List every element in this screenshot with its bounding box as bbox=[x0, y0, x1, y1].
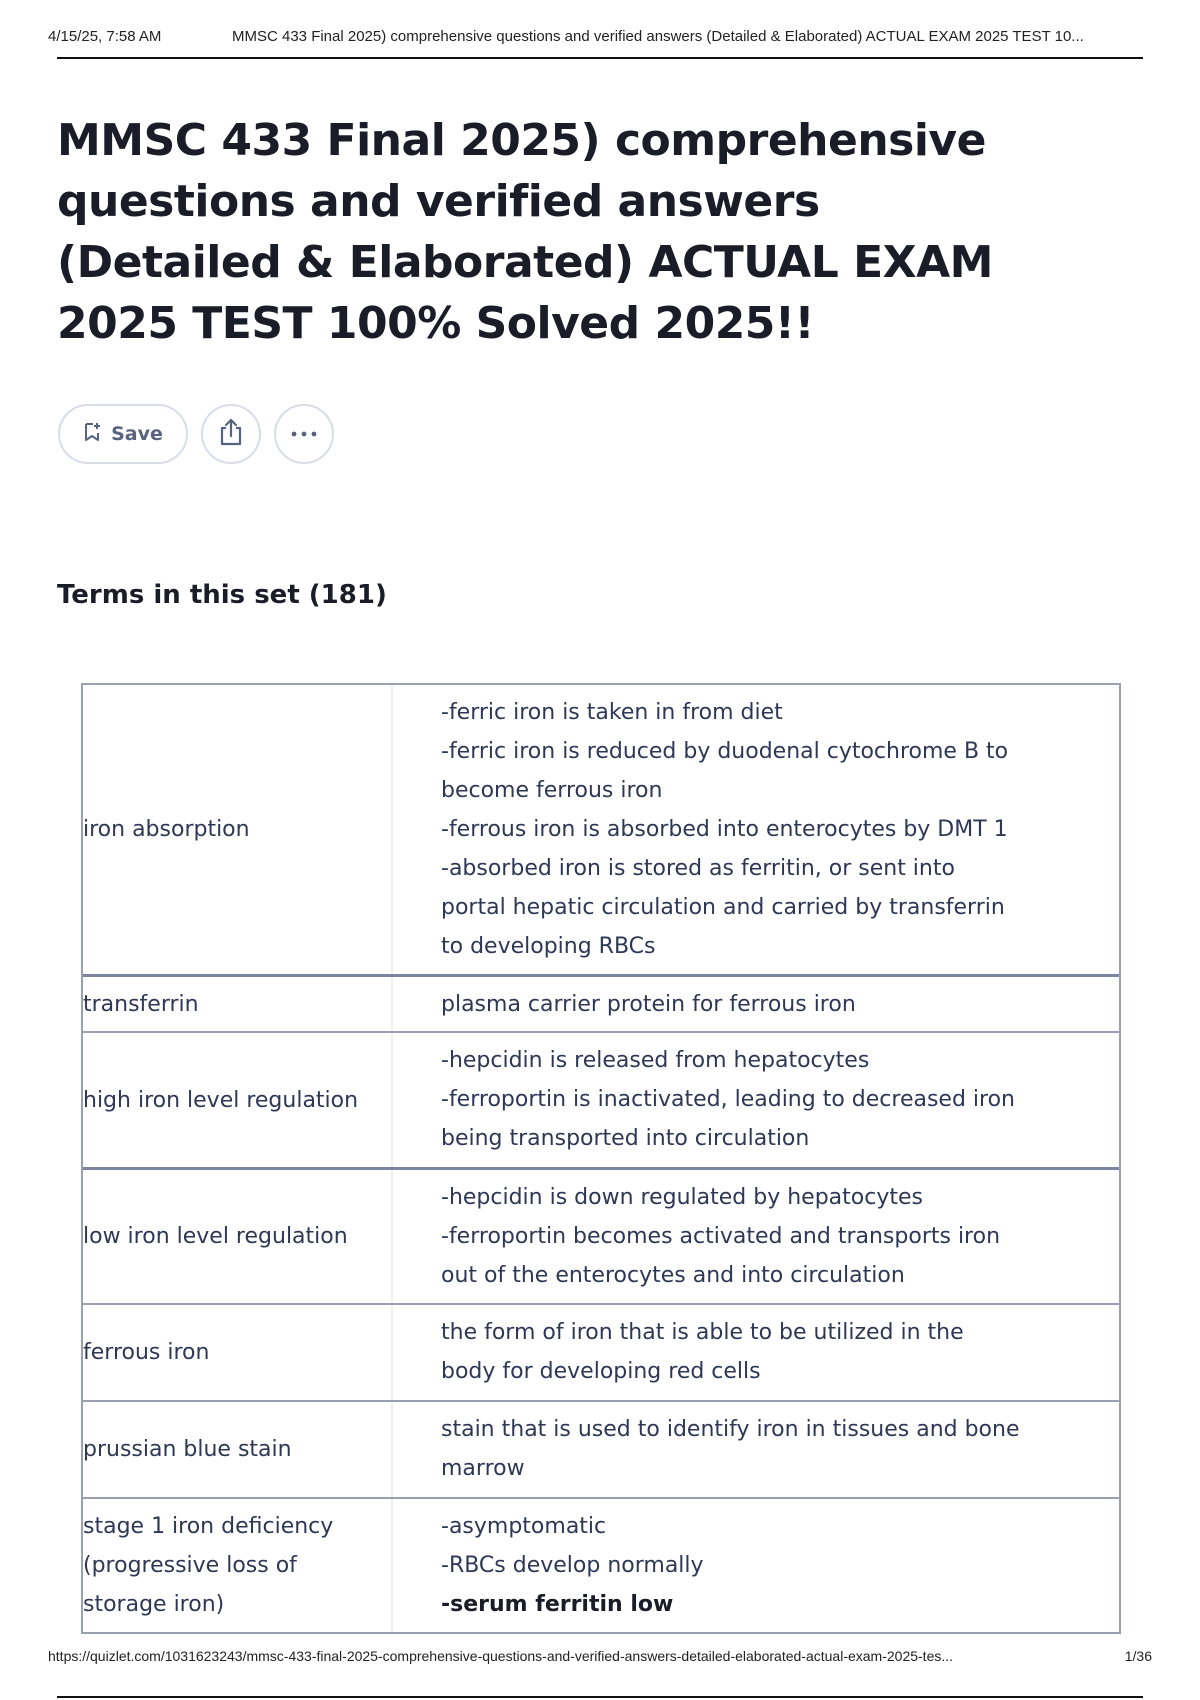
definition-line: body for developing red cells bbox=[441, 1359, 761, 1384]
save-label: Save bbox=[111, 423, 163, 445]
terms-table bbox=[81, 683, 1121, 1634]
more-options-icon bbox=[290, 425, 318, 443]
term-text: low iron level regulation bbox=[83, 1170, 393, 1303]
term-row[interactable] bbox=[83, 1031, 1119, 1167]
share-icon bbox=[218, 418, 244, 451]
term-row[interactable] bbox=[83, 1303, 1119, 1400]
definition-line: -ferrous iron is absorbed into enterocytes by DMT 1 bbox=[441, 817, 1008, 842]
print-doc-title: MMSC 433 Final 2025) comprehensive questions and verified answers (Detailed & Elaborated) ACTUAL EXAM 2025 TEST 10... bbox=[232, 28, 1084, 45]
definition-text bbox=[393, 685, 1119, 974]
term-row[interactable] bbox=[83, 683, 1119, 974]
definition-line: -ferric iron is reduced by duodenal cytochrome B to bbox=[441, 739, 1009, 764]
definition-line: plasma carrier protein for ferrous iron bbox=[441, 992, 856, 1017]
term-line: storage iron) bbox=[83, 1592, 225, 1617]
page-title: MMSC 433 Final 2025) comprehensive questions and verified answers (Detailed & Elaborated) ACTUAL EXAM 2025 TEST 100% Solved 2025!! bbox=[57, 115, 993, 349]
term-row[interactable] bbox=[83, 1497, 1119, 1632]
definition-line: -absorbed iron is stored as ferritin, or sent into bbox=[441, 856, 955, 881]
definition-line: marrow bbox=[441, 1456, 525, 1481]
definition-text bbox=[393, 1305, 1119, 1400]
term-text: ferrous iron bbox=[83, 1305, 393, 1400]
definition-line: -hepcidin is released from hepatocytes bbox=[441, 1048, 870, 1073]
definition-line: -hepcidin is down regulated by hepatocytes bbox=[441, 1185, 923, 1210]
definition-line: -RBCs develop normally bbox=[441, 1553, 704, 1578]
page-number: 1/36 bbox=[1124, 1648, 1152, 1664]
definition-line: the form of iron that is able to be utilized in the bbox=[441, 1320, 964, 1345]
save-button[interactable] bbox=[58, 404, 188, 464]
definition-text bbox=[393, 1170, 1119, 1303]
bookmark-add-icon bbox=[83, 422, 101, 447]
definition-text bbox=[393, 977, 1119, 1031]
definition-line: -asymptomatic bbox=[441, 1514, 607, 1539]
print-url: https://quizlet.com/1031623243/mmsc-433-final-2025-comprehensive-questions-and-verified-answers-detailed-elaborated-actual-exam-2025-tes... bbox=[48, 1648, 954, 1664]
definition-line: -ferroportin is inactivated, leading to decreased iron bbox=[441, 1087, 1015, 1112]
term-text: iron absorption bbox=[83, 685, 393, 974]
term-line: stage 1 iron deficiency bbox=[83, 1514, 334, 1539]
term-line: (progressive loss of bbox=[83, 1553, 297, 1578]
definition-line: become ferrous iron bbox=[441, 778, 663, 803]
footer-divider bbox=[57, 1696, 1143, 1698]
print-timestamp: 4/15/25, 7:58 AM bbox=[48, 28, 162, 45]
term-text: high iron level regulation bbox=[83, 1033, 393, 1167]
term-text bbox=[83, 1499, 393, 1632]
print-header bbox=[48, 28, 1148, 58]
definition-line-bold: -serum ferritin low bbox=[441, 1592, 674, 1617]
header-divider bbox=[57, 57, 1143, 59]
more-options-button[interactable] bbox=[274, 404, 334, 464]
definition-line: to developing RBCs bbox=[441, 934, 656, 959]
definition-text bbox=[393, 1033, 1119, 1167]
terms-heading: Terms in this set (181) bbox=[57, 580, 387, 610]
definition-line: out of the enterocytes and into circulation bbox=[441, 1263, 905, 1288]
definition-line: stain that is used to identify iron in tissues and bone bbox=[441, 1417, 1020, 1442]
print-footer bbox=[48, 1648, 1152, 1672]
definition-line: -ferric iron is taken in from diet bbox=[441, 700, 783, 725]
definition-line: -ferroportin becomes activated and transports iron bbox=[441, 1224, 1001, 1249]
action-bar bbox=[58, 404, 334, 464]
term-row[interactable] bbox=[83, 1400, 1119, 1497]
definition-line: being transported into circulation bbox=[441, 1126, 810, 1151]
term-row[interactable] bbox=[83, 1167, 1119, 1303]
definition-text bbox=[393, 1499, 1119, 1632]
share-button[interactable] bbox=[201, 404, 261, 464]
term-text: transferrin bbox=[83, 977, 393, 1031]
definition-text bbox=[393, 1402, 1119, 1497]
definition-line: portal hepatic circulation and carried by transferrin bbox=[441, 895, 1005, 920]
term-row[interactable] bbox=[83, 974, 1119, 1031]
term-text: prussian blue stain bbox=[83, 1402, 393, 1497]
